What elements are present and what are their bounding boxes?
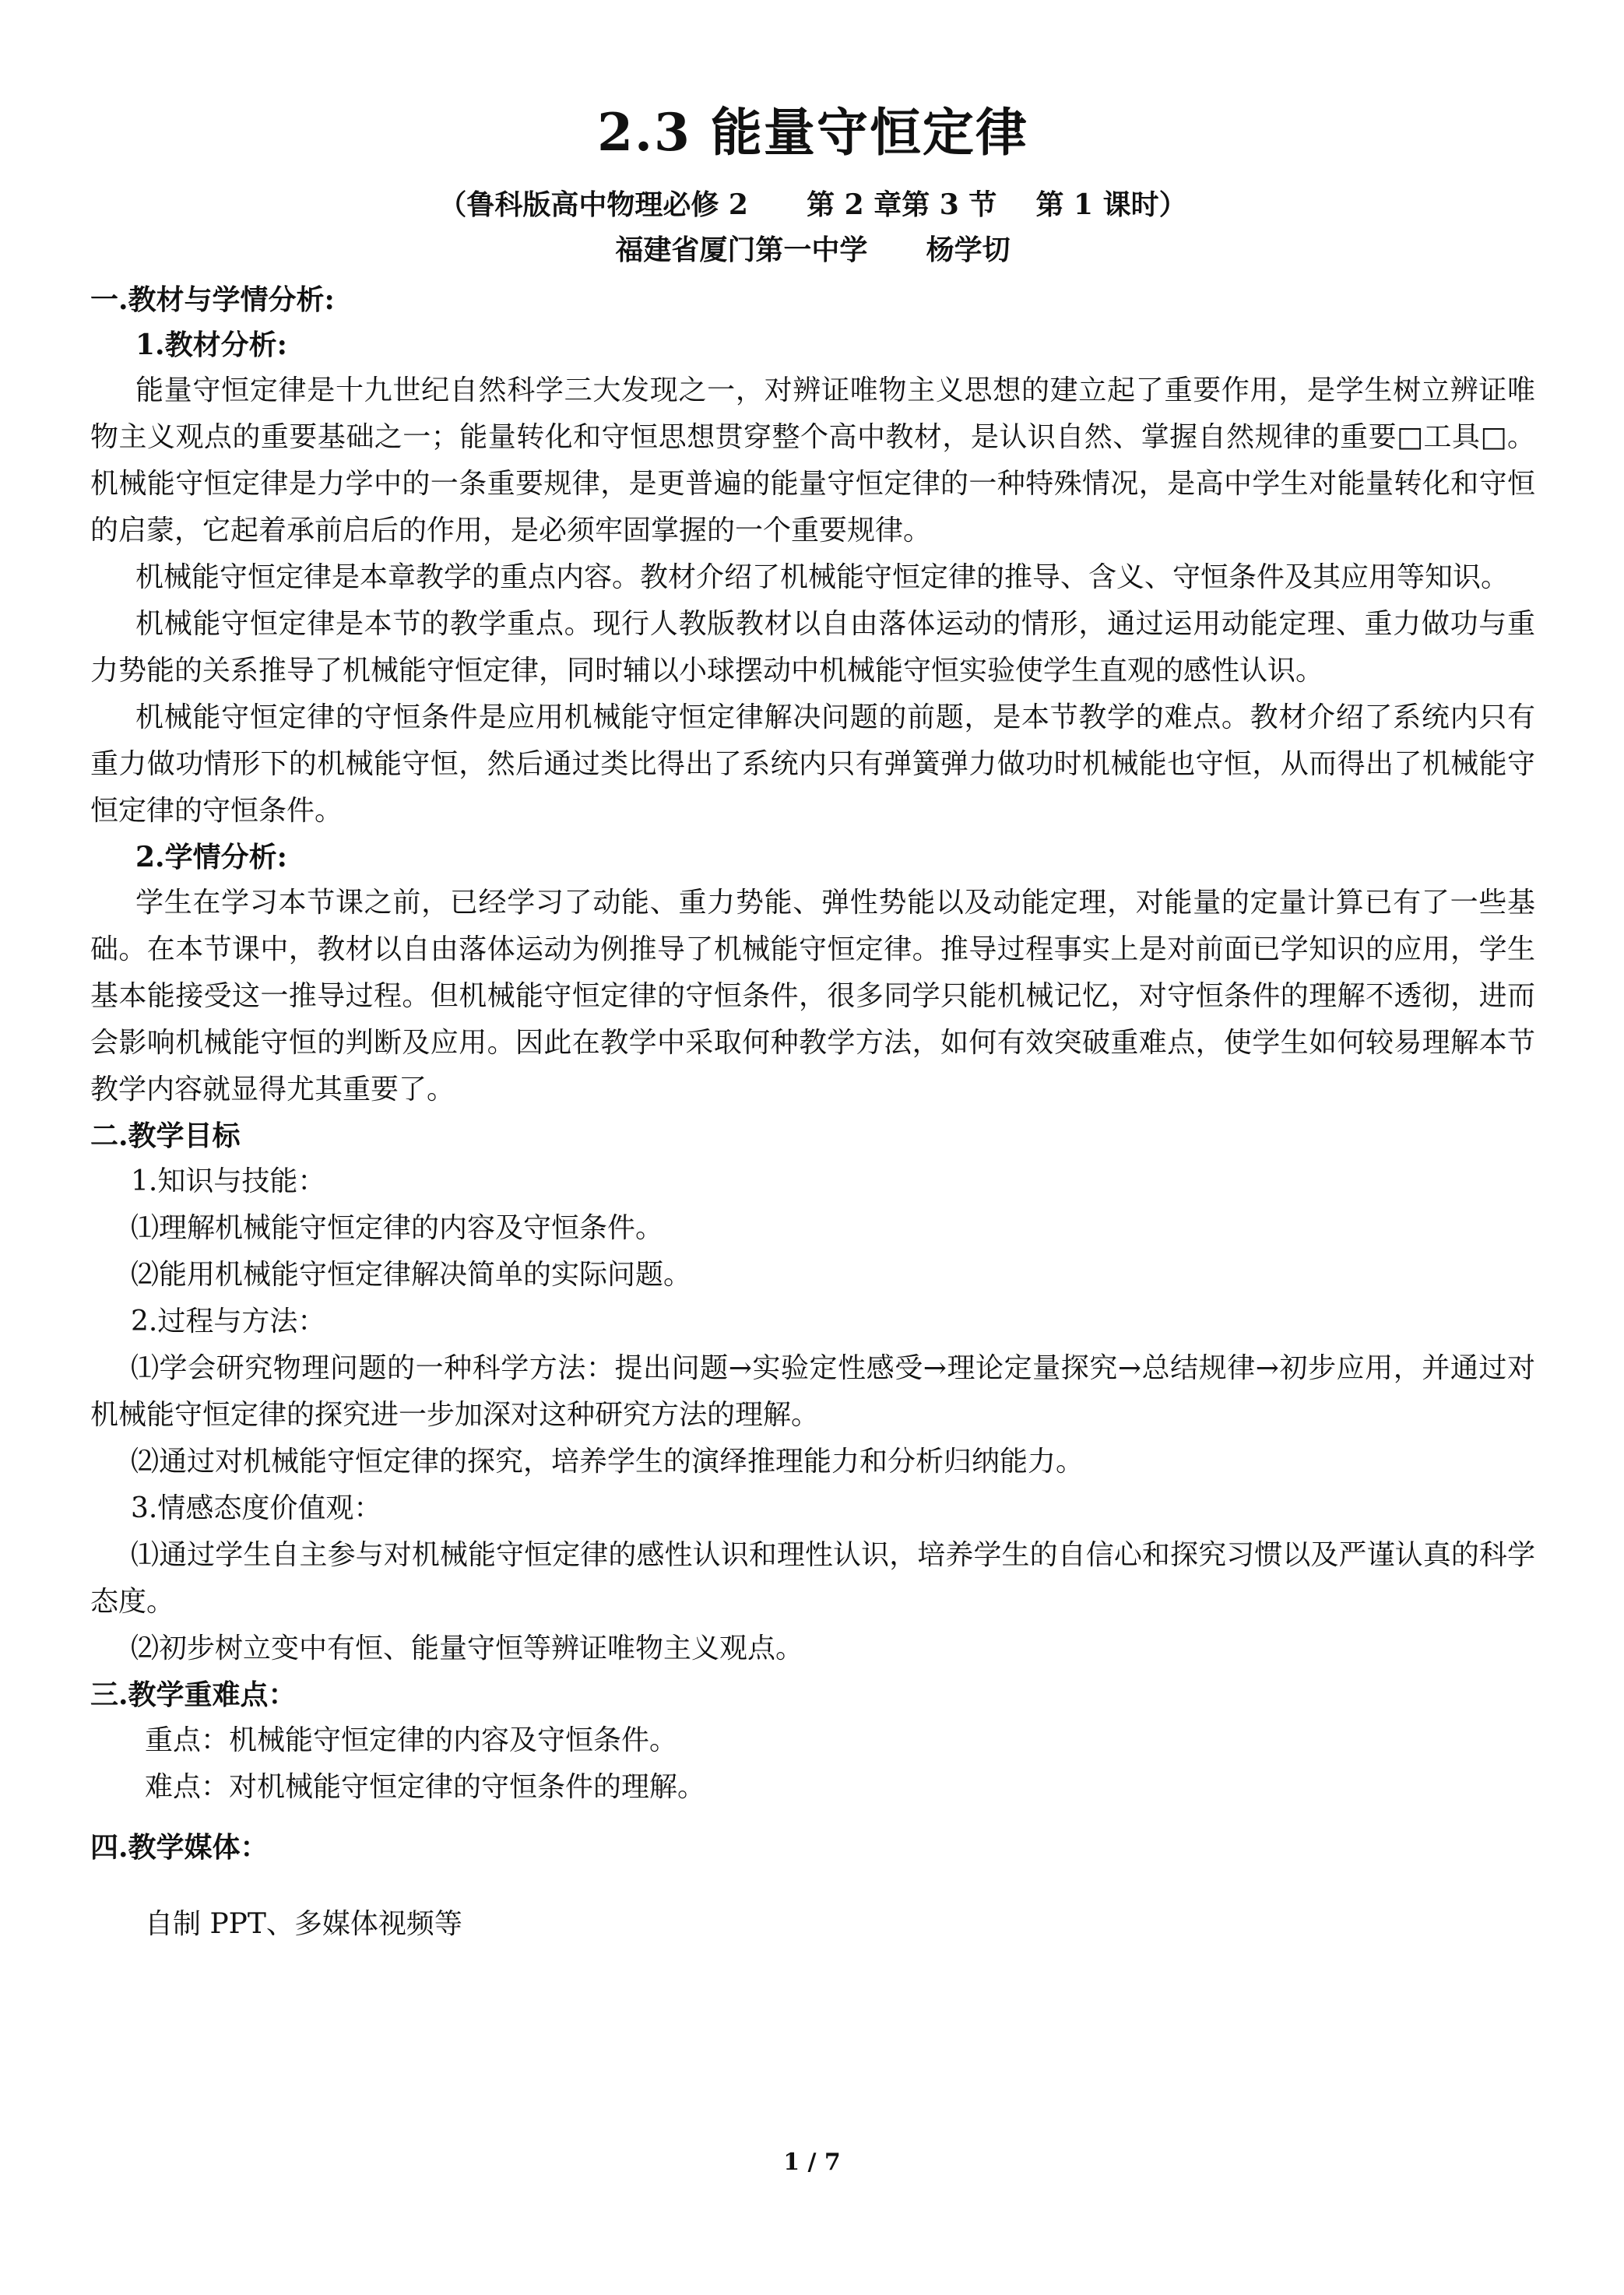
document-subtitle: （鲁科版高中物理必修 2 第 2 章第 3 节 第 1 课时） xyxy=(438,188,1187,221)
objective-line: ⑴通过学生自主参与对机械能守恒定律的感性认识和理性认识，培养学生的自信心和探究习惯以及严谨认真的科学态度。 xyxy=(90,1539,1535,1618)
paragraph: 机械能守恒定律是本章教学的重点内容。教材介绍了机械能守恒定律的推导、含义、守恒条件及其应用等知识。 xyxy=(135,561,1510,593)
objective-line: 2.过程与方法： xyxy=(131,1306,326,1337)
document-author: 福建省厦门第一中学 杨学切 xyxy=(615,234,1011,266)
objective-line: ⑴学会研究物理问题的一种科学方法：提出问题→实验定性感受→理论定量探究→总结规律→初步应用，并通过对机械能守恒定律的探究进一步加深对这种研究方法的理解。 xyxy=(90,1352,1535,1431)
objective-line: 3.情感态度价值观： xyxy=(131,1492,382,1524)
objective-line: ⑵能用机械能守恒定律解决简单的实际问题。 xyxy=(131,1259,692,1291)
section-heading-objectives: 二.教学目标 xyxy=(90,1119,241,1152)
paragraph: 机械能守恒定律是本节的教学重点。现行人教版教材以自由落体运动的情形，通过运用动能定理、重力做功与重力势能的关系推导了机械能守恒定律，同时辅以小球摆动中机械能守恒实验使学生直观的感性认识。 xyxy=(90,608,1535,687)
media-content: 自制 PPT、多媒体视频等 xyxy=(145,1908,462,1940)
section-heading-media: 四.教学媒体： xyxy=(90,1831,269,1864)
key-point: 重点：机械能守恒定律的内容及守恒条件。 xyxy=(145,1724,678,1756)
subsection-heading-students: 2.学情分析: xyxy=(135,841,287,873)
paragraph: 机械能守恒定律的守恒条件是应用机械能守恒定律解决问题的前题，是本节教学的难点。教材介绍了系统内只有重力做功情形下的机械能守恒，然后通过类比得出了系统内只有弹簧弹力做功时机械能也守恒，从而得出了机械能守恒定律的守恒条件。 xyxy=(90,701,1535,827)
section-heading-analysis: 一.教材与学情分析: xyxy=(90,283,335,316)
objective-line: 1.知识与技能： xyxy=(131,1165,326,1197)
objective-line: ⑴理解机械能守恒定律的内容及守恒条件。 xyxy=(131,1212,664,1244)
objective-line: ⑵初步树立变中有恒、能量守恒等辨证唯物主义观点。 xyxy=(131,1633,804,1664)
document-title: 2.3 能量守恒定律 xyxy=(597,102,1028,163)
document-page xyxy=(90,93,1535,1948)
subsection-heading-textbook: 1.教材分析: xyxy=(135,329,287,361)
paragraph: 学生在学习本节课之前，已经学习了动能、重力势能、弹性势能以及动能定理，对能量的定量计算已有了一些基础。在本节课中，教材以自由落体运动为例推导了机械能守恒定律。推导过程事实上是对前面已学知识的应用，学生基本能接受这一推导过程。但机械能守恒定律的守恒条件，很多同学只能机械记忆，对守恒条件的理解不透彻，进而会影响机械能守恒的判断及应用。因此在教学中采取何种教学方法，如何有效突破重难点，使学生如何较易理解本节教学内容就显得尤其重要了。 xyxy=(90,887,1535,1105)
objective-line: ⑵通过对机械能守恒定律的探究，培养学生的演绎推理能力和分析归纳能力。 xyxy=(131,1446,1084,1478)
paragraph: 能量守恒定律是十九世纪自然科学三大发现之一，对辨证唯物主义思想的建立起了重要作用，是学生树立辨证唯物主义观点的重要基础之一；能量转化和守恒思想贯穿整个高中教材，是认识自然、掌握自然规律的重要□工具□。机械能守恒定律是力学中的一条重要规律，是更普遍的能量守恒定律的一种特殊情况，是高中学生对能量转化和守恒的启蒙，它起着承前启后的作用，是必须牢固掌握的一个重要规律。 xyxy=(90,374,1535,547)
difficulty-point: 难点：对机械能守恒定律的守恒条件的理解。 xyxy=(145,1771,706,1803)
page-number: 1 / 7 xyxy=(783,2149,841,2176)
section-heading-key-points: 三.教学重难点： xyxy=(90,1678,297,1711)
